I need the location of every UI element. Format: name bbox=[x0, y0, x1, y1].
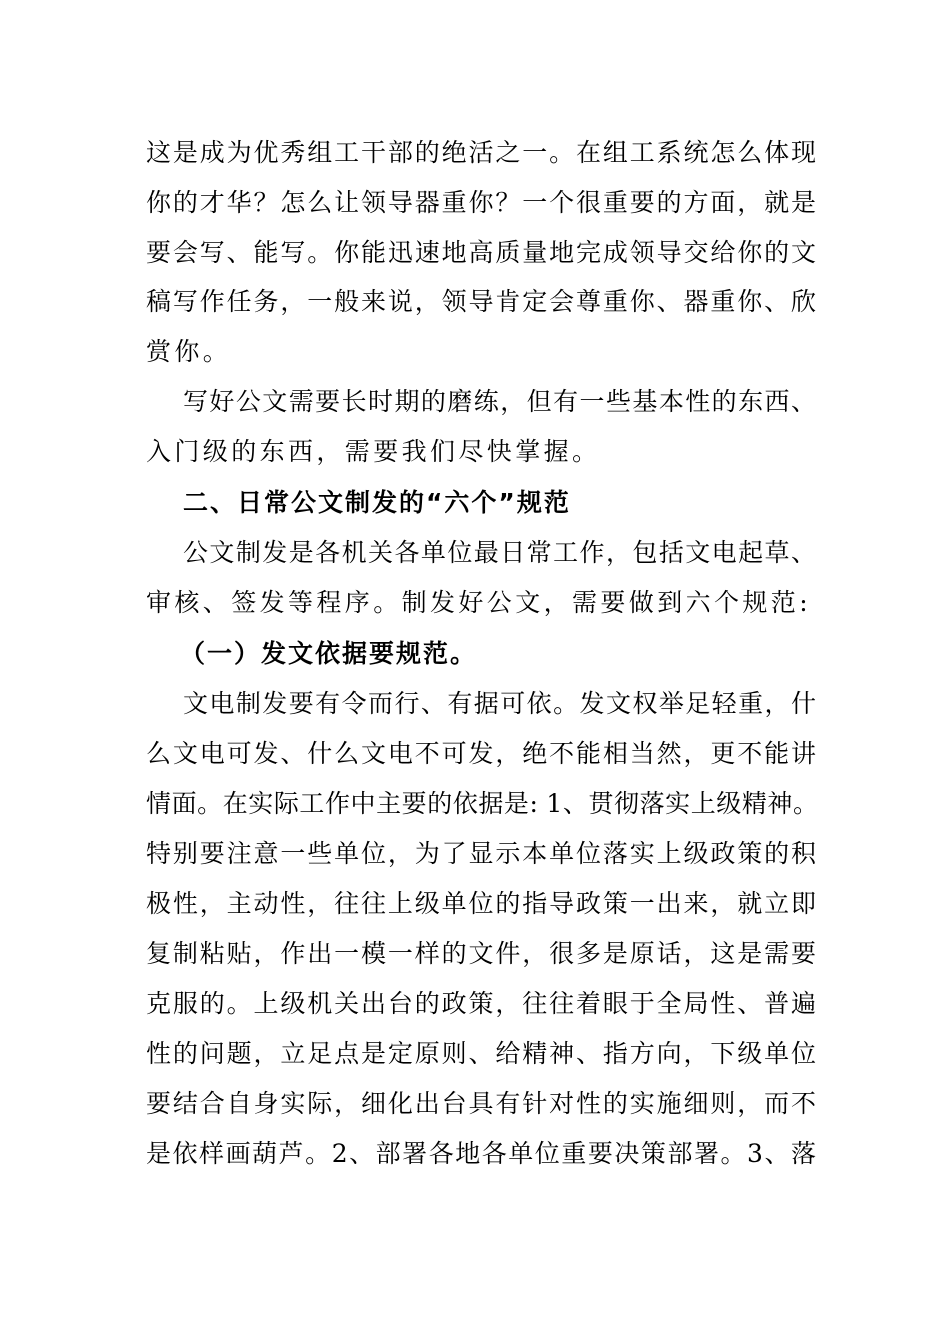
text-line: 稿写作任务，一般来说，领导肯定会尊重你、器重你、欣 bbox=[146, 287, 816, 316]
text-line: 是依样画葫芦。2、部署各地各单位重要决策部署。3、落 bbox=[146, 1139, 816, 1168]
text-line: 要结合自身实际，细化出台具有针对性的实施细则，而不 bbox=[146, 1089, 816, 1118]
section-heading: 二、日常公文制发的“六个”规范 bbox=[183, 488, 571, 517]
text-line: 这是成为优秀组工干部的绝活之一。在组工系统怎么体现 bbox=[146, 138, 816, 167]
text-line: 你的才华？怎么让领导器重你？一个很重要的方面，就是 bbox=[146, 188, 816, 217]
text-line: 入门级的东西，需要我们尽快掌握。 bbox=[146, 437, 601, 466]
text-line: 审核、签发等程序。制发好公文，需要做到六个规范: bbox=[146, 588, 812, 617]
text-line: 要会写、能写。你能迅速地高质量地完成领导交给你的文 bbox=[146, 238, 816, 267]
text-line: 文电制发要有令而行、有据可依。发文权举足轻重，什 bbox=[183, 689, 816, 718]
text-line: 特别要注意一些单位，为了显示本单位落实上级政策的积 bbox=[146, 839, 816, 868]
text-line: 么文电可发、什么文电不可发，绝不能相当然，更不能讲 bbox=[146, 739, 816, 768]
text-line: 复制粘贴，作出一模一样的文件，很多是原话，这是需要 bbox=[146, 939, 816, 968]
text-line: 写好公文需要长时期的磨练，但有一些基本性的东西、 bbox=[183, 387, 816, 416]
text-line: 情面。在实际工作中主要的依据是: 1、贯彻落实上级精神。 bbox=[146, 789, 818, 818]
text-line: 公文制发是各机关各单位最日常工作，包括文电起草、 bbox=[183, 538, 816, 567]
subsection-heading: （一）发文依据要规范。 bbox=[180, 639, 478, 668]
text-line: 克服的。上级机关出台的政策，往往着眼于全局性、普遍 bbox=[146, 989, 816, 1018]
text-line: 性的问题，立足点是定原则、给精神、指方向，下级单位 bbox=[146, 1039, 816, 1068]
text-line: 赏你。 bbox=[146, 337, 232, 366]
text-line: 极性，主动性，往往上级单位的指导政策一出来，就立即 bbox=[146, 889, 816, 918]
